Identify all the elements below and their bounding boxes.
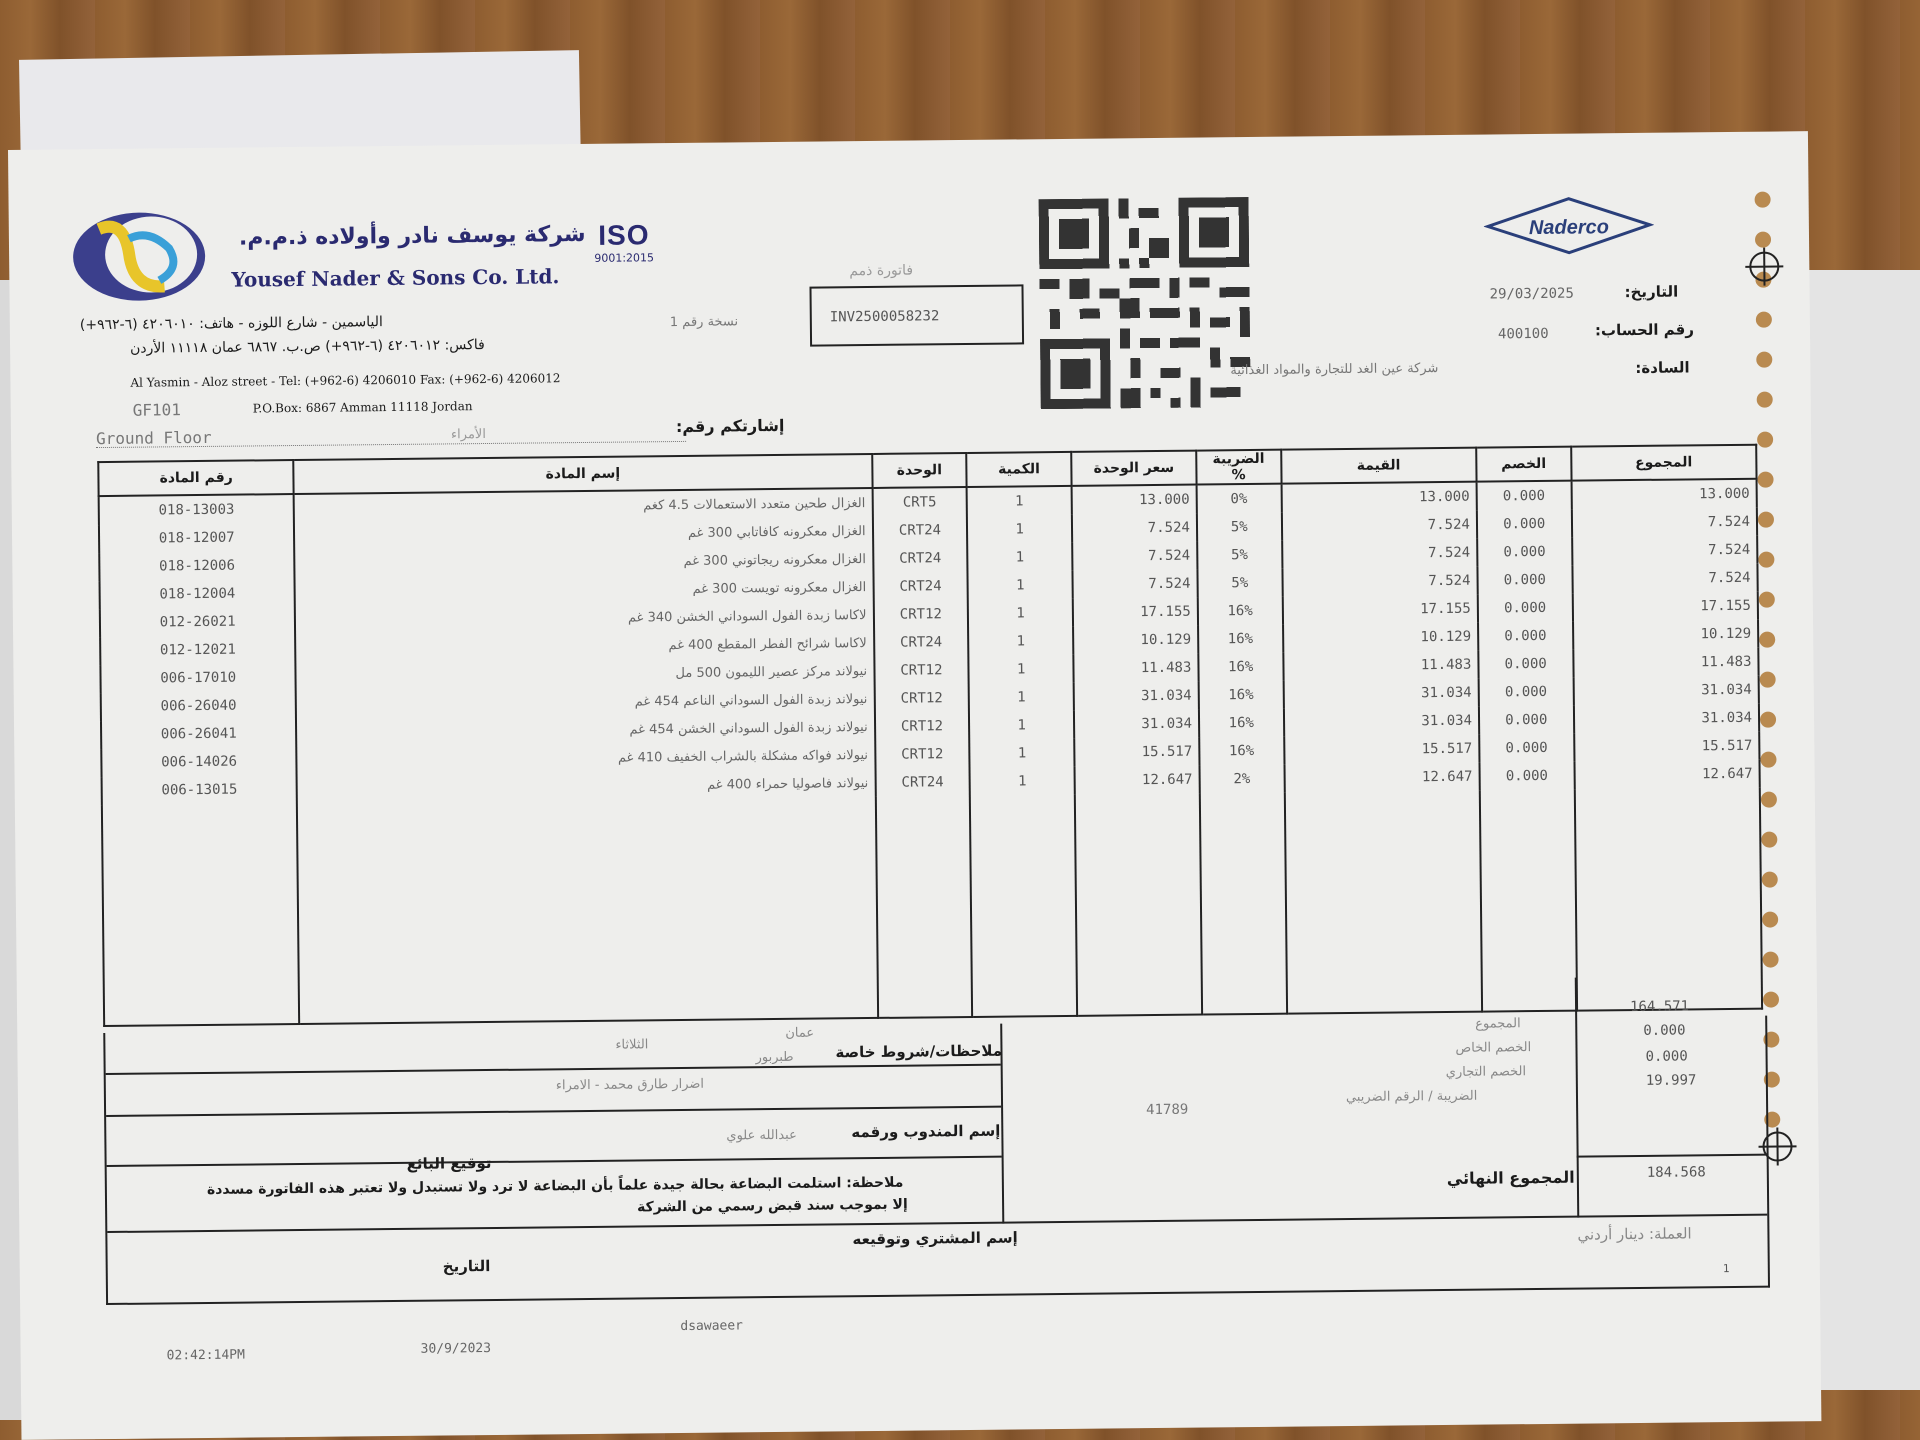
item-tax: 16% bbox=[1198, 625, 1283, 654]
notes-value-3: طبربور bbox=[755, 1049, 794, 1066]
item-tax: 16% bbox=[1199, 737, 1284, 766]
branch-code: GF101 bbox=[132, 400, 182, 420]
invoice-title: فاتورة ذمم bbox=[849, 262, 914, 280]
item-total: 7.524 bbox=[1572, 536, 1758, 566]
rep-line bbox=[106, 1106, 1001, 1117]
item-total: 7.524 bbox=[1571, 508, 1757, 538]
item-value: 7.524 bbox=[1282, 539, 1478, 569]
item-value: 31.034 bbox=[1283, 679, 1479, 709]
item-total: 15.517 bbox=[1574, 732, 1760, 762]
seller-line bbox=[107, 1156, 1002, 1167]
grand-total-label: المجموع النهائي bbox=[1446, 1167, 1575, 1188]
item-name: نيولاند مركز عصير الليمون 500 مل bbox=[296, 657, 874, 691]
item-name: الغزال معكرونه ريجاتوني 300 غم bbox=[295, 545, 873, 579]
item-name: نيولاند زبدة الفول السوداني الخشن 454 غم bbox=[296, 713, 874, 747]
invoice-number: INV2500058232 bbox=[829, 308, 940, 326]
empty-cell bbox=[1574, 788, 1762, 1011]
trade-discount-label: الخصم التجاري bbox=[1445, 1064, 1527, 1080]
item-value: 11.483 bbox=[1283, 651, 1479, 681]
your-ref-label: إشارتكم رقم: bbox=[675, 415, 785, 437]
empty-cell bbox=[102, 803, 300, 1026]
grand-total-value: 184.568 bbox=[1646, 1164, 1706, 1181]
item-unit: CRT24 bbox=[875, 768, 970, 797]
header-unit-price: سعر الوحدة bbox=[1071, 451, 1196, 486]
notes-line bbox=[106, 1064, 1001, 1075]
tax-label: الضريبة / الرقم الضريبي bbox=[1345, 1088, 1478, 1106]
item-unit: CRT24 bbox=[873, 572, 968, 601]
account-value: 400100 bbox=[1497, 325, 1549, 343]
item-tax: 16% bbox=[1198, 653, 1283, 682]
item-tax: 16% bbox=[1199, 681, 1284, 710]
item-total: 7.524 bbox=[1572, 564, 1758, 594]
item-qty: 1 bbox=[968, 571, 1073, 600]
item-unit: CRT12 bbox=[875, 740, 970, 769]
item-qty: 1 bbox=[967, 543, 1072, 572]
item-qty: 1 bbox=[969, 739, 1074, 768]
item-unit: CRT24 bbox=[872, 516, 967, 545]
item-discount: 0.000 bbox=[1479, 734, 1574, 763]
item-tax: 5% bbox=[1197, 541, 1282, 570]
item-code: 018-12007 bbox=[99, 523, 295, 553]
copy-number: نسخة رقم 1 bbox=[669, 314, 739, 331]
pobox-en: P.O.Box: 6867 Amman 11118 Jordan bbox=[252, 399, 473, 416]
rep-label: إسم المندوب ورقمه bbox=[851, 1121, 1001, 1142]
empty-cell bbox=[1200, 793, 1287, 1015]
grand-total-line bbox=[1577, 1154, 1767, 1158]
item-name: لاكاسا زبدة الفول السوداني الخشن 340 غم bbox=[295, 601, 873, 635]
date-value: 29/03/2025 bbox=[1489, 285, 1574, 303]
totals-divider bbox=[1575, 978, 1580, 1218]
item-code: 006-13015 bbox=[102, 775, 298, 805]
company-logo-icon bbox=[69, 208, 210, 304]
qr-code-icon bbox=[1039, 197, 1251, 409]
item-qty: 1 bbox=[969, 711, 1074, 740]
item-discount: 0.000 bbox=[1479, 678, 1574, 707]
item-discount: 0.000 bbox=[1479, 762, 1574, 791]
item-discount: 0.000 bbox=[1479, 706, 1574, 735]
item-unit: CRT24 bbox=[874, 628, 969, 657]
invoice-paper bbox=[8, 131, 1821, 1440]
item-code: 018-12006 bbox=[99, 551, 295, 581]
item-price: 11.483 bbox=[1073, 654, 1198, 683]
item-unit: CRT12 bbox=[875, 712, 970, 741]
floor-ar-value: الأمراء bbox=[450, 427, 486, 443]
item-price: 15.517 bbox=[1074, 738, 1199, 767]
empty-cell bbox=[297, 797, 877, 1024]
header-item-code: رقم المادة bbox=[98, 460, 294, 496]
item-code: 012-12021 bbox=[100, 635, 296, 665]
tax-number: 41789 bbox=[1146, 1101, 1189, 1119]
company-name-ar: شركة يوسف نادر وأولاده ذ.م.م. bbox=[238, 221, 586, 251]
tax-value: 19.997 bbox=[1645, 1072, 1697, 1089]
header-value: القيمة bbox=[1281, 448, 1477, 484]
item-unit: CRT24 bbox=[873, 544, 968, 573]
item-qty: 1 bbox=[969, 655, 1074, 684]
header-unit: الوحدة bbox=[872, 453, 967, 488]
trade-discount-value: 0.000 bbox=[1645, 1048, 1688, 1065]
sum-label: المجموع bbox=[1475, 1016, 1521, 1032]
item-name: نيولاند فواكه مشكلة بالشراب الخفيف 410 غم bbox=[297, 741, 875, 775]
address-ar-line1: الياسمين - شارع اللوزه - هاتف: ٤٢٠٦٠١٠ (٦-٩٦٢+) bbox=[79, 314, 383, 334]
item-discount: 0.000 bbox=[1476, 481, 1571, 511]
empty-cell bbox=[1075, 794, 1202, 1016]
item-value: 7.524 bbox=[1282, 567, 1478, 597]
registration-mark-icon bbox=[1749, 251, 1779, 281]
notes-value-1: عمان bbox=[785, 1025, 815, 1041]
receipt-note: ملاحظة: استلمت البضاعة بحالة جيدة علماً بأن البضاعة لا ترد ولا تستبدل ولا تعتبر هذه الفاتورة مسددة bbox=[206, 1174, 904, 1198]
item-price: 17.155 bbox=[1073, 598, 1198, 627]
item-value: 12.647 bbox=[1284, 763, 1480, 793]
address-ar-line2: فاكس: ٤٢٠٦٠١٢ (٦-٩٦٢+) ص.ب. ٦٨٦٧ عمان ١١١١٨ الأردن bbox=[130, 337, 485, 357]
account-label: رقم الحساب: bbox=[1594, 320, 1695, 340]
item-code: 006-26041 bbox=[101, 719, 297, 749]
summary-area bbox=[103, 998, 1770, 1305]
item-code: 018-12004 bbox=[100, 579, 296, 609]
notes-value-4: اضرار طارق محمد - الامراء bbox=[555, 1076, 705, 1094]
item-price: 31.034 bbox=[1074, 710, 1199, 739]
header-item-name: إسم المادة bbox=[294, 454, 872, 494]
item-value: 13.000 bbox=[1281, 482, 1477, 513]
item-unit: CRT5 bbox=[872, 487, 967, 517]
buyer-label: إسم المشتري وتوقيعه bbox=[852, 1228, 1018, 1249]
notes-value-2: الثلاثاء bbox=[615, 1037, 649, 1053]
empty-cell bbox=[1284, 791, 1482, 1014]
item-price: 7.524 bbox=[1072, 542, 1197, 571]
item-discount: 0.000 bbox=[1478, 594, 1573, 623]
item-tax: 16% bbox=[1198, 597, 1283, 626]
item-discount: 0.000 bbox=[1477, 510, 1572, 539]
naderco-logo-icon bbox=[1484, 195, 1655, 257]
item-price: 7.524 bbox=[1072, 514, 1197, 543]
item-tax: 2% bbox=[1199, 765, 1284, 794]
date-label: التاريخ: bbox=[1624, 282, 1679, 302]
item-name: لاكاسا شرائح الفطر المقطع 400 غم bbox=[296, 629, 874, 663]
item-value: 17.155 bbox=[1282, 595, 1478, 625]
item-tax: 5% bbox=[1197, 513, 1282, 542]
item-tax: 0% bbox=[1196, 484, 1281, 514]
table-filler-row bbox=[102, 788, 1762, 1026]
item-discount: 0.000 bbox=[1477, 566, 1572, 595]
item-code: 012-26021 bbox=[100, 607, 296, 637]
item-unit: CRT12 bbox=[874, 684, 969, 713]
special-discount-value: 0.000 bbox=[1643, 1022, 1686, 1039]
empty-cell bbox=[1480, 790, 1577, 1012]
item-discount: 0.000 bbox=[1477, 538, 1572, 567]
sum-value: 164.571 bbox=[1629, 998, 1690, 1016]
item-value: 7.524 bbox=[1281, 511, 1477, 541]
item-qty: 1 bbox=[968, 627, 1073, 656]
print-time: 02:42:14PM bbox=[166, 1347, 245, 1364]
header-tax: الضريبة % bbox=[1196, 450, 1281, 485]
item-unit: CRT12 bbox=[873, 600, 968, 629]
item-price: 12.647 bbox=[1075, 766, 1200, 795]
empty-cell bbox=[970, 795, 1077, 1017]
header-discount: الخصم bbox=[1476, 447, 1571, 482]
item-name: نيولاند زبدة الفول السوداني الناعم 454 غم bbox=[296, 685, 874, 719]
receipt-note-2: إلا بموجب سند قبض رسمي من الشركة bbox=[637, 1196, 908, 1216]
item-code: 006-26040 bbox=[101, 691, 297, 721]
print-date: 30/9/2023 bbox=[420, 1341, 492, 1357]
item-qty: 1 bbox=[967, 515, 1072, 544]
item-tax: 5% bbox=[1197, 569, 1282, 598]
item-qty: 1 bbox=[968, 599, 1073, 628]
special-discount-label: الخصم الخاص bbox=[1455, 1040, 1532, 1056]
customer-value: شركة عين الغد للتجارة والمواد الغذائية bbox=[1230, 361, 1439, 379]
item-name: نيولاند فاصوليا حمراء 400 غم bbox=[297, 769, 875, 803]
address-en: Al Yasmin - Aloz street - Tel: (+962-6) 4206010 Fax: (+962-6) 4206012 bbox=[130, 371, 561, 390]
brand-text: Naderco bbox=[1528, 216, 1610, 240]
print-user: dsawaeer bbox=[680, 1318, 744, 1335]
item-total: 17.155 bbox=[1572, 592, 1758, 622]
empty-cell bbox=[875, 796, 972, 1018]
page-number: 1 bbox=[1722, 1262, 1730, 1276]
item-qty: 1 bbox=[969, 683, 1074, 712]
item-code: 006-14026 bbox=[101, 747, 297, 777]
header-qty: الكمية bbox=[966, 452, 1071, 487]
item-code: 018-13003 bbox=[99, 494, 295, 525]
iso-standard: 9001:2015 bbox=[594, 251, 655, 265]
item-name: الغزال طحين متعدد الاستعمالات 4.5 كغم bbox=[294, 488, 872, 523]
rep-value: عبدالله علوي bbox=[726, 1127, 797, 1144]
item-value: 10.129 bbox=[1283, 623, 1479, 653]
item-value: 15.517 bbox=[1284, 735, 1480, 765]
item-total: 11.483 bbox=[1573, 648, 1759, 678]
item-code: 006-17010 bbox=[100, 663, 296, 693]
item-price: 13.000 bbox=[1072, 485, 1197, 515]
item-price: 31.034 bbox=[1074, 682, 1199, 711]
item-qty: 1 bbox=[970, 767, 1075, 796]
item-discount: 0.000 bbox=[1478, 650, 1573, 679]
date-signature-label: التاريخ bbox=[442, 1257, 491, 1276]
notes-label: ملاحظات/شروط خاصة bbox=[835, 1041, 1003, 1062]
item-unit: CRT12 bbox=[874, 656, 969, 685]
item-total: 31.034 bbox=[1573, 704, 1759, 734]
item-total: 10.129 bbox=[1573, 620, 1759, 650]
seller-signature-label: توقيع البائع bbox=[406, 1153, 492, 1173]
item-discount: 0.000 bbox=[1478, 622, 1573, 651]
floor-value: Ground Floor bbox=[95, 427, 212, 449]
item-name: الغزال معكرونه كافاتابي 300 غم bbox=[294, 517, 872, 551]
item-qty: 1 bbox=[967, 486, 1072, 516]
item-price: 10.129 bbox=[1073, 626, 1198, 655]
item-price: 7.524 bbox=[1072, 570, 1197, 599]
item-total: 13.000 bbox=[1571, 479, 1757, 510]
item-value: 31.034 bbox=[1283, 707, 1479, 737]
customer-label: السادة: bbox=[1635, 358, 1690, 377]
currency-label: العملة: دينار أردني bbox=[1577, 1224, 1692, 1244]
item-tax: 16% bbox=[1199, 709, 1284, 738]
company-name-en: Yousef Nader & Sons Co. Ltd. bbox=[231, 264, 560, 292]
item-total: 31.034 bbox=[1573, 676, 1759, 706]
item-total: 12.647 bbox=[1574, 760, 1760, 790]
items-table bbox=[97, 444, 1763, 1027]
header-total: المجموع bbox=[1571, 445, 1757, 481]
iso-badge bbox=[579, 219, 669, 265]
item-name: الغزال معكرونه تويست 300 غم bbox=[295, 573, 873, 607]
iso-label: ISO bbox=[598, 219, 650, 251]
